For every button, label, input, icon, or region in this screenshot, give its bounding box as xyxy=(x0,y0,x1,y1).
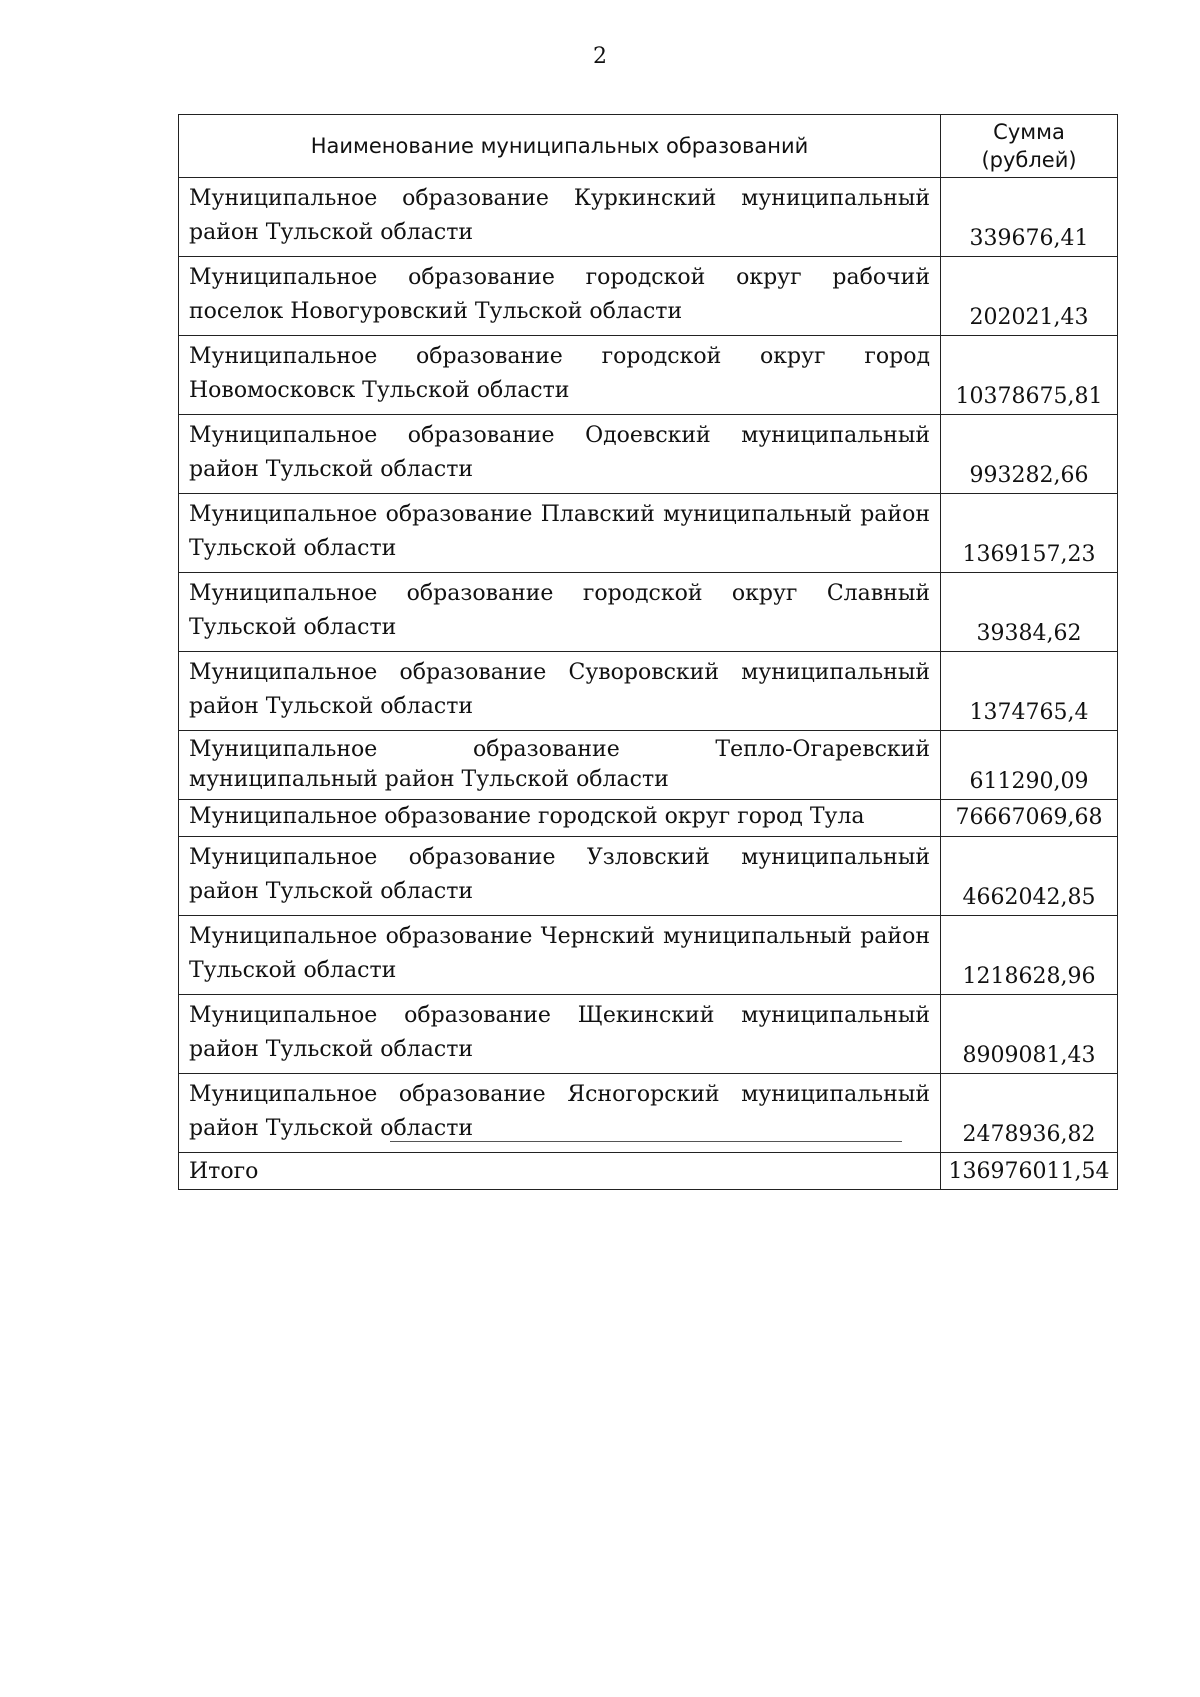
header-municipality-name: Наименование муниципальных образований xyxy=(179,115,941,178)
table-header-row xyxy=(179,115,1118,178)
table-row xyxy=(179,573,1118,652)
table-row xyxy=(179,336,1118,415)
municipality-name: Муниципальное образование городской округ Славный Тульской области xyxy=(179,573,941,652)
table-row xyxy=(179,415,1118,494)
header-sum xyxy=(941,115,1118,178)
municipality-sum: 1369157,23 xyxy=(941,494,1118,573)
page-number: 2 xyxy=(593,44,607,69)
municipality-name: Муниципальное образование городской округ город Новомосковск Тульской области xyxy=(179,336,941,415)
municipality-name: Муниципальное образование Ясногорский муниципальный район Тульской области xyxy=(179,1074,941,1153)
municipality-sum: 2478936,82 xyxy=(941,1074,1118,1153)
municipality-sum: 993282,66 xyxy=(941,415,1118,494)
total-row xyxy=(179,1153,1118,1190)
table-row xyxy=(179,652,1118,731)
table-row xyxy=(179,916,1118,995)
total-sum: 136976011,54 xyxy=(941,1153,1118,1190)
header-sum-unit: (рублей) xyxy=(981,148,1077,172)
municipality-name: Муниципальное образование Одоевский муниципальный район Тульской области xyxy=(179,415,941,494)
table-row xyxy=(179,257,1118,336)
municipality-name: Муниципальное образование Плавский муниципальный район Тульской области xyxy=(179,494,941,573)
municipality-sum: 611290,09 xyxy=(941,731,1118,800)
municipality-name: Муниципальное образование Суворовский муниципальный район Тульской области xyxy=(179,652,941,731)
municipality-name: Муниципальное образование Чернский муниципальный район Тульской области xyxy=(179,916,941,995)
municipality-sum: 1374765,4 xyxy=(941,652,1118,731)
municipality-sum: 4662042,85 xyxy=(941,837,1118,916)
closing-rule xyxy=(390,1141,902,1142)
allocation-table xyxy=(178,114,1118,1190)
municipality-name: Муниципальное образование Куркинский муниципальный район Тульской области xyxy=(179,178,941,257)
total-label: Итого xyxy=(179,1153,941,1190)
table-row xyxy=(179,731,1118,800)
municipality-name: Муниципальное образование городской округ город Тула xyxy=(179,800,941,837)
table-row xyxy=(179,995,1118,1074)
municipality-sum: 1218628,96 xyxy=(941,916,1118,995)
municipality-sum: 10378675,81 xyxy=(941,336,1118,415)
municipality-name: Муниципальное образование Щекинский муниципальный район Тульской области xyxy=(179,995,941,1074)
municipality-sum: 202021,43 xyxy=(941,257,1118,336)
table-row xyxy=(179,494,1118,573)
municipality-name: Муниципальное образование городской округ рабочий поселок Новогуровский Тульской области xyxy=(179,257,941,336)
municipality-sum: 8909081,43 xyxy=(941,995,1118,1074)
table-row xyxy=(179,837,1118,916)
municipality-sum: 39384,62 xyxy=(941,573,1118,652)
municipality-sum: 76667069,68 xyxy=(941,800,1118,837)
municipality-sum: 339676,41 xyxy=(941,178,1118,257)
table-row xyxy=(179,178,1118,257)
municipality-name: Муниципальное образование Тепло-Огаревский муниципальный район Тульской области xyxy=(179,731,941,800)
table-row xyxy=(179,800,1118,837)
municipality-name: Муниципальное образование Узловский муниципальный район Тульской области xyxy=(179,837,941,916)
header-sum-label: Сумма xyxy=(993,120,1065,144)
